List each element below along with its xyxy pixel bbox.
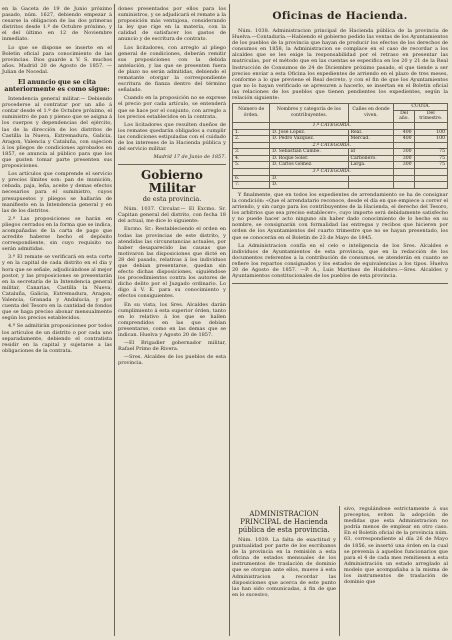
paragraph: en la Gaceta de 19 de Junio próximo pasado, núm. 1627, debiendo empezar á cesarse la obligacion de las dos primeras distritos desde 1.º de Octubre próximo, y el del último en 12 de Noviembre inmediato. xyxy=(2,6,112,43)
table-cell-street: id xyxy=(348,149,394,156)
category-label: 1.ª CATEGORÍA. xyxy=(270,122,394,129)
table-header: Calles en donde viven. xyxy=(348,104,394,123)
column-divider xyxy=(114,4,115,636)
category-label: 2.ª CATEGORÍA. xyxy=(270,142,394,149)
table-cell-name: D. Sebastián Cambe. xyxy=(270,149,348,156)
admin-notice-right xyxy=(344,506,448,587)
divider xyxy=(232,283,448,284)
table-cell-num: 1. xyxy=(233,129,270,136)
column-divider xyxy=(339,506,340,636)
table-cell-num: 5. xyxy=(233,162,270,169)
paragraph: Y finalmente, que en todos los expedientes de arrendamiento se ha de consignar la condición: «Que el arrendatario reconoce, desde el día en que empiece a correr el arriendo, y sin cargo para los contribuyentes de la Hacienda, el derecho del Tesoro, los arbitrios que sea preciso establecer», cuyo importe será debidamente satisfecho y no puede hacer acto ninguno sin haber dado conocimiento de lo hecho en su nombre, se consignarán con formalidad las entregas y recibos que hicieren por orden de los Ayuntamientos del cuarto trimestre que no se hayan presentado, los que se conocerán en el Boletín de 23 de Mayo de 1845. xyxy=(232,191,448,241)
table-cell xyxy=(233,169,270,176)
table-row xyxy=(233,129,448,136)
paragraph: Núm. 1039. La falta de exactitud y puntualidad por parte de los escribanos de la provincia en la remisión a esta oficina de estados mensuales de los instrumentos de traslación de dominio que se otorgan ante ellos, mueve á esta Administracion a recordar las disposiciones que acerca de este punto las han sido comunicadas, á fin de que en lo sucesivo, xyxy=(232,537,336,598)
table-row xyxy=(233,162,448,169)
paragraph: Los licitadores, con arreglo al pliego general de condiciones, deberán remitir sus proposiciones con la debida antelación, y las que se presenten fuera de plazo no serán admitidas, debiendo el rematante otorgar la correspondiente escritura de fianza dentro del término señalado. xyxy=(118,44,226,94)
table-cell-street xyxy=(348,175,394,182)
table-cell xyxy=(414,122,447,129)
divider xyxy=(118,164,226,165)
table-header: Nombres y categoría de los contribuyentes. xyxy=(270,104,348,123)
table-cell xyxy=(414,169,447,176)
table-cell-year: 300 xyxy=(394,162,414,169)
category-label: 3.ª CATEGORÍA. xyxy=(270,169,394,176)
table-cell-year: 300 xyxy=(394,155,414,162)
column-left xyxy=(2,6,112,356)
table-cell-num: 6. xyxy=(233,175,270,182)
section-heading: El anuncio que se cita anteriormente es como sigue: xyxy=(4,79,110,94)
paragraph: Los artículos que comprende el servicio y precios límites son: pan de munición, cebada, paja, leña, aceite y demas efectos necesarios para el suministro, cuyos presupuestos y pliegos se hallarán de manifiesto en la Intendencia general y en las de los distritos. xyxy=(2,171,112,214)
paragraph: 2.ª Las proposiciones se harán en pliegos cerrados en la forma que se indica, acompañadas de la carta de pago que acredite haberse hecho el depósito correspondiente, sin cuyo requisito no serán admitidas. xyxy=(2,215,112,253)
dateline: Madrid 17 de Junio de 1857. xyxy=(153,154,226,161)
table-row xyxy=(233,182,448,189)
table-cell xyxy=(414,142,447,149)
table-cell-year xyxy=(394,175,414,182)
table-cell xyxy=(394,122,414,129)
table-cell-num: 2. xyxy=(233,136,270,143)
table-cell-name: D. Roque Soler. xyxy=(270,155,348,162)
paragraph: —Sres. Alcaldes de los pueblos de esta provincia. xyxy=(118,354,226,367)
table-cell xyxy=(394,169,414,176)
paragraph: Los licitadores que resulten dueños de los remates quedarán obligados a cumplir las condiciones estipuladas con el cuidado de los intereses de la Hacienda pública y del servicio militar. xyxy=(118,121,226,153)
paragraph: En su vista, los Sres. Alcaldes darán cumplimiento á esta superior órden, tanto en lo relativo á los que se hallen comprendidos en las que debían presentarse, como en las demas que se indican. Huelva y Agosto 20 de 1857. xyxy=(118,301,226,339)
table-cell xyxy=(394,142,414,149)
section-title: Gobierno Militar xyxy=(141,168,203,196)
table-header: Del trimestre. xyxy=(414,110,447,122)
table-cell-trim: 75 xyxy=(414,149,447,156)
table-row xyxy=(233,175,448,182)
table-header: CUOTA. xyxy=(394,104,448,111)
table-cell-trim: 75 xyxy=(414,155,447,162)
contributors-table xyxy=(232,103,448,189)
table-cell-street: Larga. xyxy=(348,162,394,169)
table-cell-trim: 75 xyxy=(414,162,447,169)
table-header: Número de órden. xyxy=(233,104,270,123)
paragraph: Lo que se dispone se inserte en el Boletin oficial para conocimiento de las provincias. Dios guarde a V. S. muchos años. Madrid 20 de Agosto de 1857. — Julian de Nocedal. xyxy=(2,44,112,75)
paragraph: dones presentados por ellos para los suministros, y se adjudicará el remate a la proposición más ventajosa, considerando la ley que rige en la materia, con la calidad de satisfacer los gastos de anuncio y de escritura de contrato. xyxy=(118,6,226,43)
paragraph: Cuando en la proposición no se exprese el precio por cada artículo, se entenderá que se hace por el conjunto, con arreglo a los precios establecidos en la contrata. xyxy=(118,95,226,120)
table-cell-num: 3. xyxy=(233,149,270,156)
table-cell-name: D. Carlos Gómez. xyxy=(270,162,348,169)
table-cell-num: 4. xyxy=(233,155,270,162)
table-cell-street: Mercad. xyxy=(348,136,394,143)
section-title: Oficinas de Hacienda. xyxy=(272,10,408,22)
signature: —El Brigadier gobernador militar, Rafael Primo de Rivera. xyxy=(118,340,226,353)
paragraph: Núm. 1038. Administracion principal de Hacienda pública de la provincia de Huelva.—Contaduría.—Habiendo el gobierno pedido las ventas de los Ayuntamientos de los pueblos de la provincia que hayan de producir los efectos de los derechos de consumos en 1858, la Administracion se complace en el caso de recordar a los alcaldes que se les exige la responsabilidad por el retraso en presentar las matrículas, por el método que en las cuentas se especifica en los 20 y 21 de la Real Instrucción de Consumos de 24 de Diciembre próximo pasado, el que tiende a ser preciso enviar a esta Oficina los expedientes de arriendo en el plazo de tres meses, conforme a lo que previene el Real decreto, y con el fin de que los Ayuntamientos que no lo hayan verificado se apresuren a hacerlo, se insertan en el Boletin oficial las relaciones de los pueblos que tienen pendientes los expedientes, según la relación siguiente: xyxy=(232,28,448,102)
table-cell-name: D. xyxy=(270,175,348,182)
paragraph: Intendencia general militar.— Debiendo procederse al contratar por un año á contar desde el 1.º de Octubre próximo, el suministro de pan y pienso que se asigna á los cuerpos y dependencias del ejército, las de la dirección de los distritos de Castilla la Nueva, Extremadura, Galicia, Aragon, Valencia y Cataluña, con sujecion á los pliegos de condiciones aprobados en 1857, se anuncia al público para que los que gusten tomar parte presenten sus proposiciones. xyxy=(2,96,112,170)
table-cell-trim xyxy=(414,182,447,189)
section-subtitle: de esta provincia. xyxy=(142,195,202,204)
table-cell-name: D. José López. xyxy=(270,129,348,136)
paragraph: Núm. 1037. Circular.— El Excmo. Sr. Capitan general del distrito, con fecha 18 del actual, me dice lo siguiente: xyxy=(118,206,226,225)
table-row xyxy=(233,155,448,162)
table-cell-street xyxy=(348,182,394,189)
table-cell-street: Real. xyxy=(348,129,394,136)
table-body xyxy=(233,122,448,188)
paragraph: sivo, regulándose estrictamente á sus preceptos, eviten la adopción de medidas que esta Administracion no podría menos de emplear en otro caso. En el Boletín oficial de la provincia núm. 63, correspondiente al día 26 de Mayo de 1856, se insertó una órden en la cual se prevenía á aquellos funcionarios que para el 4 de cada mes remitiesen a esta Administración un estado arreglado al modelo que acompañaba a la misma de los instrumentos de traslación de dominio que xyxy=(344,506,448,586)
table-row xyxy=(233,149,448,156)
table-cell-name: D. Pedro Vázquez. xyxy=(270,136,348,143)
column-right xyxy=(232,6,448,288)
table-cell-trim: 100 xyxy=(414,136,447,143)
table-category-row xyxy=(233,142,448,149)
column-middle xyxy=(118,6,226,369)
table-cell-trim xyxy=(414,175,447,182)
paragraph: 4.ª Se admitirán proposiciones por todos los artículos de un distrito o por cada uno separadamente, debiendo el contratista residir en la capital y sujetarse a las obligaciones de la contrata. xyxy=(2,323,112,354)
table-cell-year xyxy=(394,182,414,189)
paragraph: La Administracion confía en el celo e inteligencia de los Sres. Alcaldes e individuos de Ayuntamientos de esta provincia, que en la redacción de los documentos referentes a la contribución de consumos, se atenderán en cuanto se refiere los repartos consignados y los estados de equivalencias a los tipos. Huelva 20 de Agosto de 1857. —P. A., Luis Martínez de Huidobro.—Sres. Alcaldes y Ayuntamientos constitucionales de los pueblos de esta provincia. xyxy=(232,242,448,280)
table-cell-name: D. xyxy=(270,182,348,189)
table-cell-year: 400 xyxy=(394,129,414,136)
table-row xyxy=(233,136,448,143)
table-cell-trim: 100 xyxy=(414,129,447,136)
table-category-row xyxy=(233,122,448,129)
table-header: Del año. xyxy=(394,110,414,122)
admin-notice-left xyxy=(232,506,336,600)
paragraph: Excmo. Sr.: Restableciendo el orden en todas las provincias de este distrito, y atendidas las circunstancias actuales, por haber desaparecido las causas que motivaron las disposiciones que dicté en 28 del pasado, relativas á los individuos que debían presentarse, quedan sin efecto dichas disposiciones, siguiéndose los procedimientos contra los autores de dicho delito por el Juzgado ordinario. Lo digo á V. E. para su conocimiento y efectos consiguientes. xyxy=(118,226,226,300)
table-cell xyxy=(233,142,270,149)
table-cell-year: 300 xyxy=(394,149,414,156)
table-cell-year: 400 xyxy=(394,136,414,143)
table-cell-street: Carbonero. xyxy=(348,155,394,162)
table-category-row xyxy=(233,169,448,176)
paragraph: 3.ª El remate se verificará en esta corte y en la capital de cada distrito en el dia y hora que se señale, adjudicándose al mejor postor, y las proposiciones se presentarán en la secretaría de la Intendencia general militar, Canarias, Castilla la Nueva, Cataluña, Galicia, Extremadura, Aragon, Valencia, Granada y Andalucía, y por cuenta del Tesoro en la cantidad de fondos que se haga preciso abonar mensualmente según los precios establecidos. xyxy=(2,254,112,322)
section-heading: ADMINISTRACION PRINCIPAL de Hacienda pública de esta provincia. xyxy=(238,510,330,534)
column-divider xyxy=(229,4,230,636)
table-cell xyxy=(233,122,270,129)
table-cell-num: 7. xyxy=(233,182,270,189)
